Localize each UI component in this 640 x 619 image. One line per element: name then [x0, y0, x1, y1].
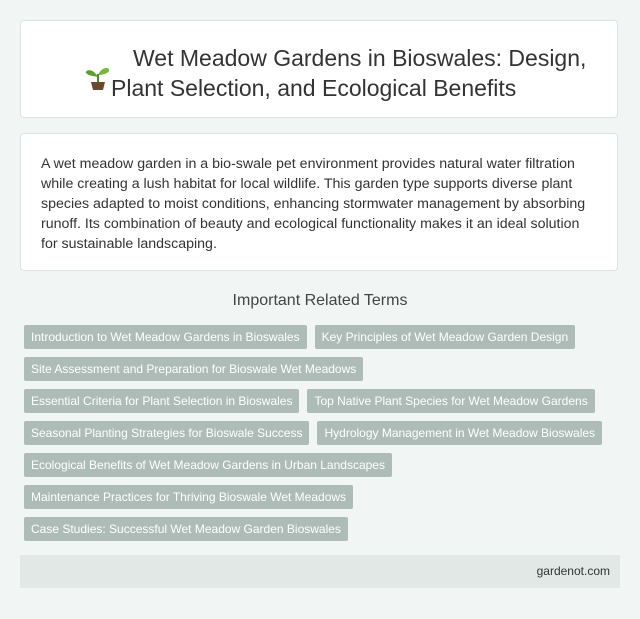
footer-site-link[interactable]: gardenot.com — [536, 564, 610, 578]
tag-row — [24, 357, 624, 381]
tag-row — [24, 485, 624, 509]
intro-text: A wet meadow garden in a bio-swale pet environment provides natural water filtration while creating a lush habitat for local wildlife. This garden type supports diverse plant species adapted to moist conditions, enhancing stormwater management by absorbing runoff. Its combination of beauty and ecological functionality makes it an ideal solution for sustainable landscaping. — [41, 156, 586, 252]
related-terms-list — [24, 325, 624, 549]
tag-row — [24, 389, 624, 413]
term-tag[interactable]: Introduction to Wet Meadow Gardens in Bioswales — [24, 325, 307, 349]
term-tag[interactable]: Key Principles of Wet Meadow Garden Design — [315, 325, 576, 349]
intro-card — [20, 133, 618, 271]
related-terms-heading: Important Related Terms — [232, 292, 408, 309]
term-tag[interactable]: Seasonal Planting Strategies for Bioswale Success — [24, 421, 309, 445]
title-card — [20, 20, 618, 118]
term-tag[interactable]: Maintenance Practices for Thriving Bioswale Wet Meadows — [24, 485, 353, 509]
term-tag[interactable]: Essential Criteria for Plant Selection in Bioswales — [24, 389, 299, 413]
term-tag[interactable]: Ecological Benefits of Wet Meadow Gardens in Urban Landscapes — [24, 453, 392, 477]
tag-row — [24, 421, 624, 445]
sprout-icon — [83, 63, 113, 93]
tag-row — [24, 453, 624, 477]
term-tag[interactable]: Site Assessment and Preparation for Bioswale Wet Meadows — [24, 357, 363, 381]
term-tag[interactable]: Case Studies: Successful Wet Meadow Garden Bioswales — [24, 517, 348, 541]
page-title: Wet Meadow Gardens in Bioswales: Design, Plant Selection, and Ecological Benefits — [111, 45, 587, 101]
term-tag[interactable]: Top Native Plant Species for Wet Meadow Gardens — [307, 389, 594, 413]
tag-row — [24, 325, 624, 349]
tag-row — [24, 517, 624, 541]
footer — [20, 555, 620, 588]
term-tag[interactable]: Hydrology Management in Wet Meadow Bioswales — [317, 421, 602, 445]
